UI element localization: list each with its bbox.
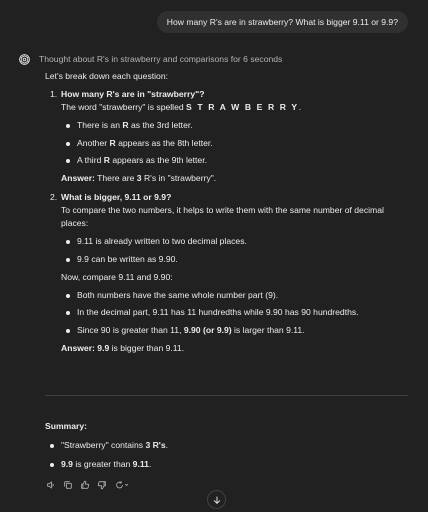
question-list	[45, 88, 410, 355]
summary-title: Summary:	[45, 421, 88, 431]
list-item: There is an R as the 3rd letter.	[61, 119, 410, 132]
thumbs-up-icon[interactable]	[79, 479, 90, 490]
question-number: 1.	[50, 88, 58, 99]
list-item: Both numbers have the same whole number part (9).	[61, 289, 410, 302]
compare-line: Now, compare 9.11 and 9.90:	[61, 271, 173, 282]
spelled-word: S T R A W B E R R Y	[186, 101, 299, 112]
list-item: "Strawberry" contains 3 R's.	[45, 439, 410, 452]
letter-list	[61, 119, 410, 168]
message-actions	[45, 479, 131, 490]
scroll-down-button[interactable]	[207, 490, 226, 509]
question-2	[45, 191, 410, 355]
answer-line: Answer: 9.9 is bigger than 9.11.	[61, 343, 185, 354]
list-item: In the decimal part, 9.11 has 11 hundredths while 9.90 has 90 hundredths.	[61, 306, 410, 319]
list-item: Another R appears as the 8th letter.	[61, 137, 410, 150]
list-item: A third R appears as the 9th letter.	[61, 154, 410, 167]
question-title: What is bigger, 9.11 or 9.9?	[61, 192, 172, 203]
thumbs-down-icon[interactable]	[96, 479, 107, 490]
list-item: Since 90 is greater than 11, 9.90 (or 9.9) is larger than 9.11.	[61, 324, 410, 337]
arrow-down-icon	[212, 495, 222, 505]
intro-text: Let's break down each question:	[45, 71, 168, 81]
compare-list	[61, 289, 410, 338]
user-message-bubble: How many R's are in strawberry? What is bigger 9.11 or 9.9?	[157, 11, 408, 33]
decimal-list	[61, 235, 410, 266]
spelling-line: The word "strawberry" is spelled S T R A W B E R R Y.	[61, 101, 302, 112]
list-item: 9.9 can be written as 9.90.	[61, 253, 410, 266]
read-aloud-icon[interactable]	[45, 479, 56, 490]
divider	[45, 395, 408, 396]
regenerate-icon[interactable]	[113, 479, 131, 490]
summary-list	[45, 439, 410, 471]
question-number: 2.	[50, 192, 58, 203]
list-item: 9.9 is greater than 9.11.	[45, 458, 410, 471]
copy-icon[interactable]	[62, 479, 73, 490]
assistant-logo-icon	[18, 53, 31, 66]
thought-summary[interactable]	[18, 53, 282, 66]
summary-section	[45, 420, 410, 477]
assistant-response	[45, 70, 410, 355]
question-1	[45, 88, 410, 185]
compare-intro: To compare the two numbers, it helps to write them with the same number of decimal places:	[61, 205, 384, 229]
list-item: 9.11 is already written to two decimal places.	[61, 235, 410, 248]
answer-line: Answer: There are 3 R's in "strawberry".	[61, 173, 217, 184]
question-title: How many R's are in "strawberry"?	[61, 88, 205, 99]
thought-label[interactable]: Thought about R's in strawberry and comparisons for 6 seconds	[39, 54, 283, 65]
